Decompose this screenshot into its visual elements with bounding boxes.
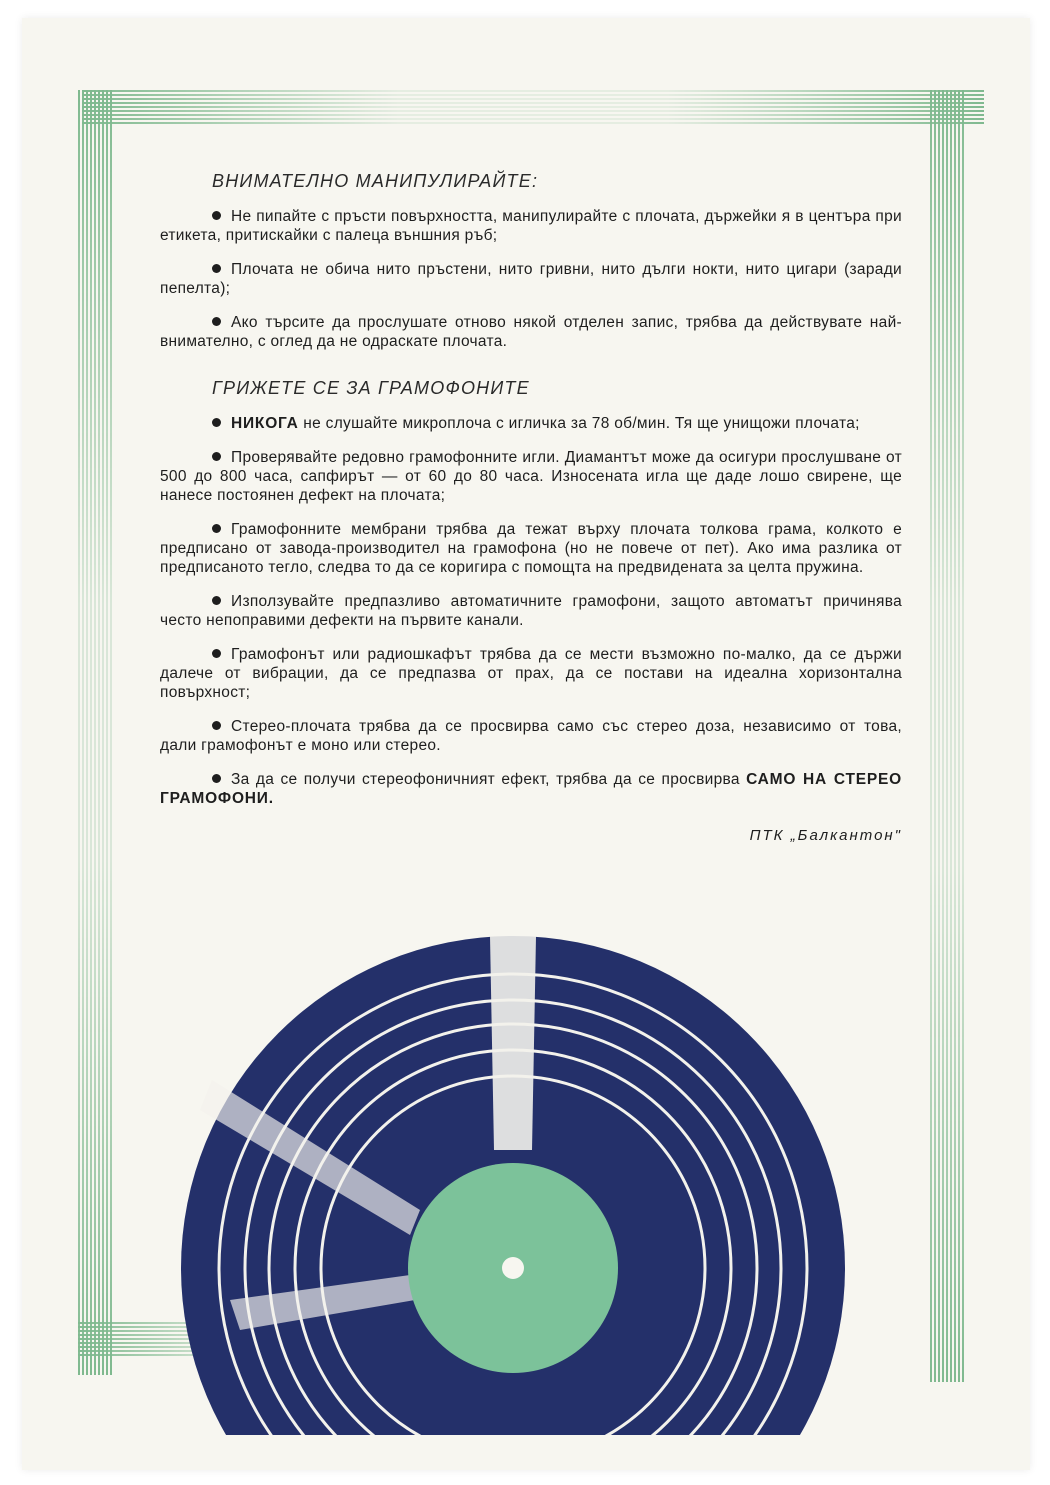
list-item: Грамофонът или радиошкафът трябва да се мести възможно по-малко, да се държи далече от вибрации, да се предпазва от прах, да се постави на идеална хоризонтална повърхност; xyxy=(160,646,902,701)
list-item: НИКОГА не слушайте микроплоча с игличка за 78 об/мин. Тя ще унищожи плочата; xyxy=(160,414,902,433)
section-heading-care: ГРИЖЕТЕ СЕ ЗА ГРАМОФОНИТЕ xyxy=(212,378,530,398)
list-item: Плочата не обича нито пръстени, нито гривни, нито дълги нокти, нито цигари (заради пепелта); xyxy=(160,261,902,297)
list-item: Стерео-плочата трябва да се просвирва само със стерео доза, независимо от това, дали грамофонът е моно или стерео. xyxy=(160,718,902,754)
list-item: Ако търсите да прослушате отново някой отделен запис, трябва да действувате най-внимателно, с оглед да не одраскате плочата. xyxy=(160,314,902,350)
list-item: Проверявайте редовно грамофонните игли. Диамантът може да осигури прослушване от 500 до 800 часа, сапфирът — от 60 до 80 часа. Износената игла ще даде лошо свирене, ще нанесе постоянен дефект на плочата; xyxy=(160,449,902,504)
record-spindle-hole xyxy=(502,1257,524,1279)
list-item: Не пипайте с пръсти повърхността, манипулирайте с плочата, държейки я в центъра при етикета, притискайки с палеца външния ръб; xyxy=(160,208,902,244)
list-item: Грамофонните мембрани трябва да тежат върху плочата толкова грама, колкото е предписано от завода-производител на грамофона (но не повече от пет). Ако има разлика от предписаното тегло, следва то да се коригира с помощта на предвидената за целта пружина. xyxy=(160,521,902,576)
list-item: Използувайте предпазливо автоматичните грамофони, защото автоматът причинява често непоправими дефекти на първите канали. xyxy=(160,593,902,629)
record-group xyxy=(181,936,845,1485)
list-item: За да се получи стереофоничният ефект, трябва да се просвирва САМО НА СТЕРЕО ГРАМОФОНИ. xyxy=(160,771,902,807)
section-heading-handling: ВНИМАТЕЛНО МАНИПУЛИРАЙТЕ: xyxy=(212,171,539,191)
publisher-signature: ПТК „Балкантон" xyxy=(749,827,902,844)
